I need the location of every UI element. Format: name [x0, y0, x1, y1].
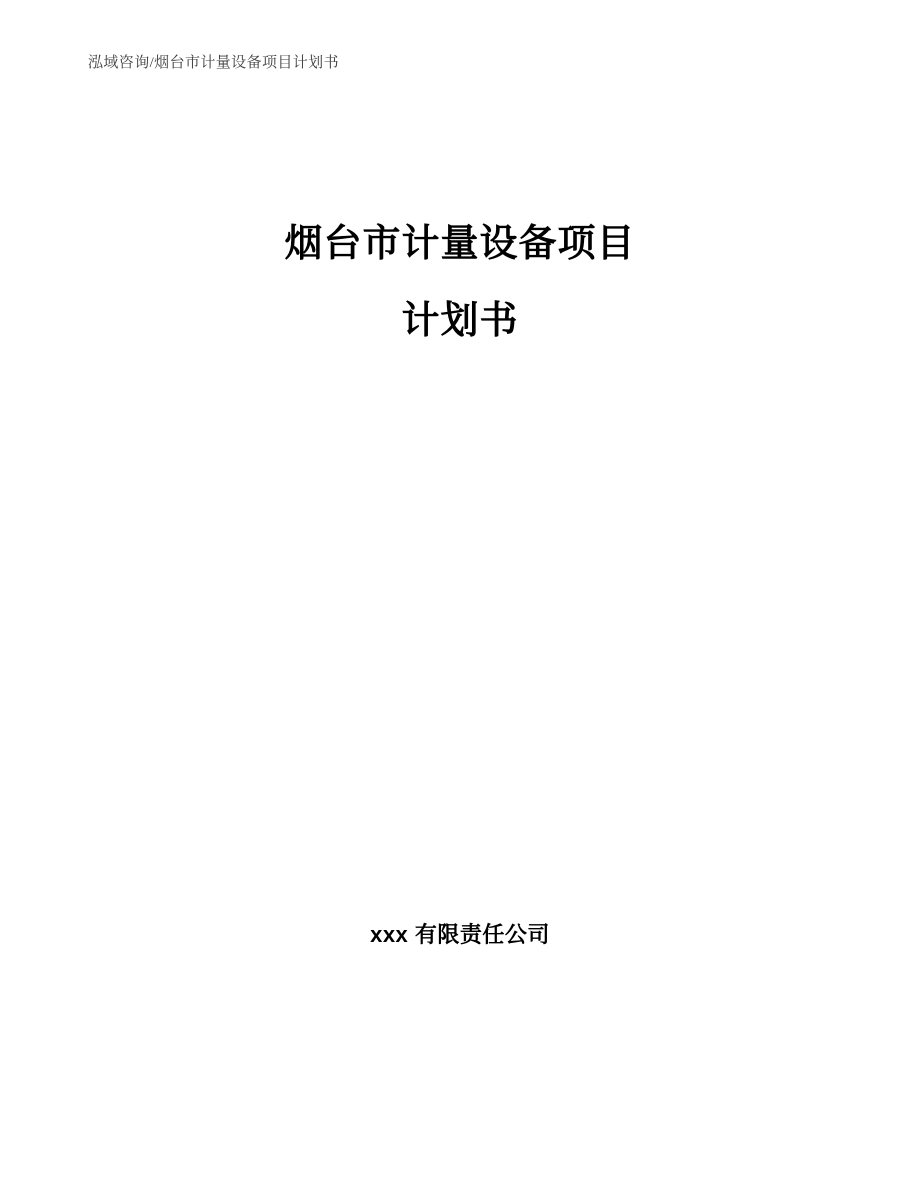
title-line-2: 计划书 [401, 300, 519, 342]
company-name: xxx 有限责任公司 [370, 922, 550, 947]
page-header [88, 51, 339, 72]
document-title [0, 206, 920, 360]
title-line-1: 烟台市计量设备项目 [284, 223, 636, 265]
header-text: 泓域咨询/烟台市计量设备项目计划书 [88, 55, 339, 71]
